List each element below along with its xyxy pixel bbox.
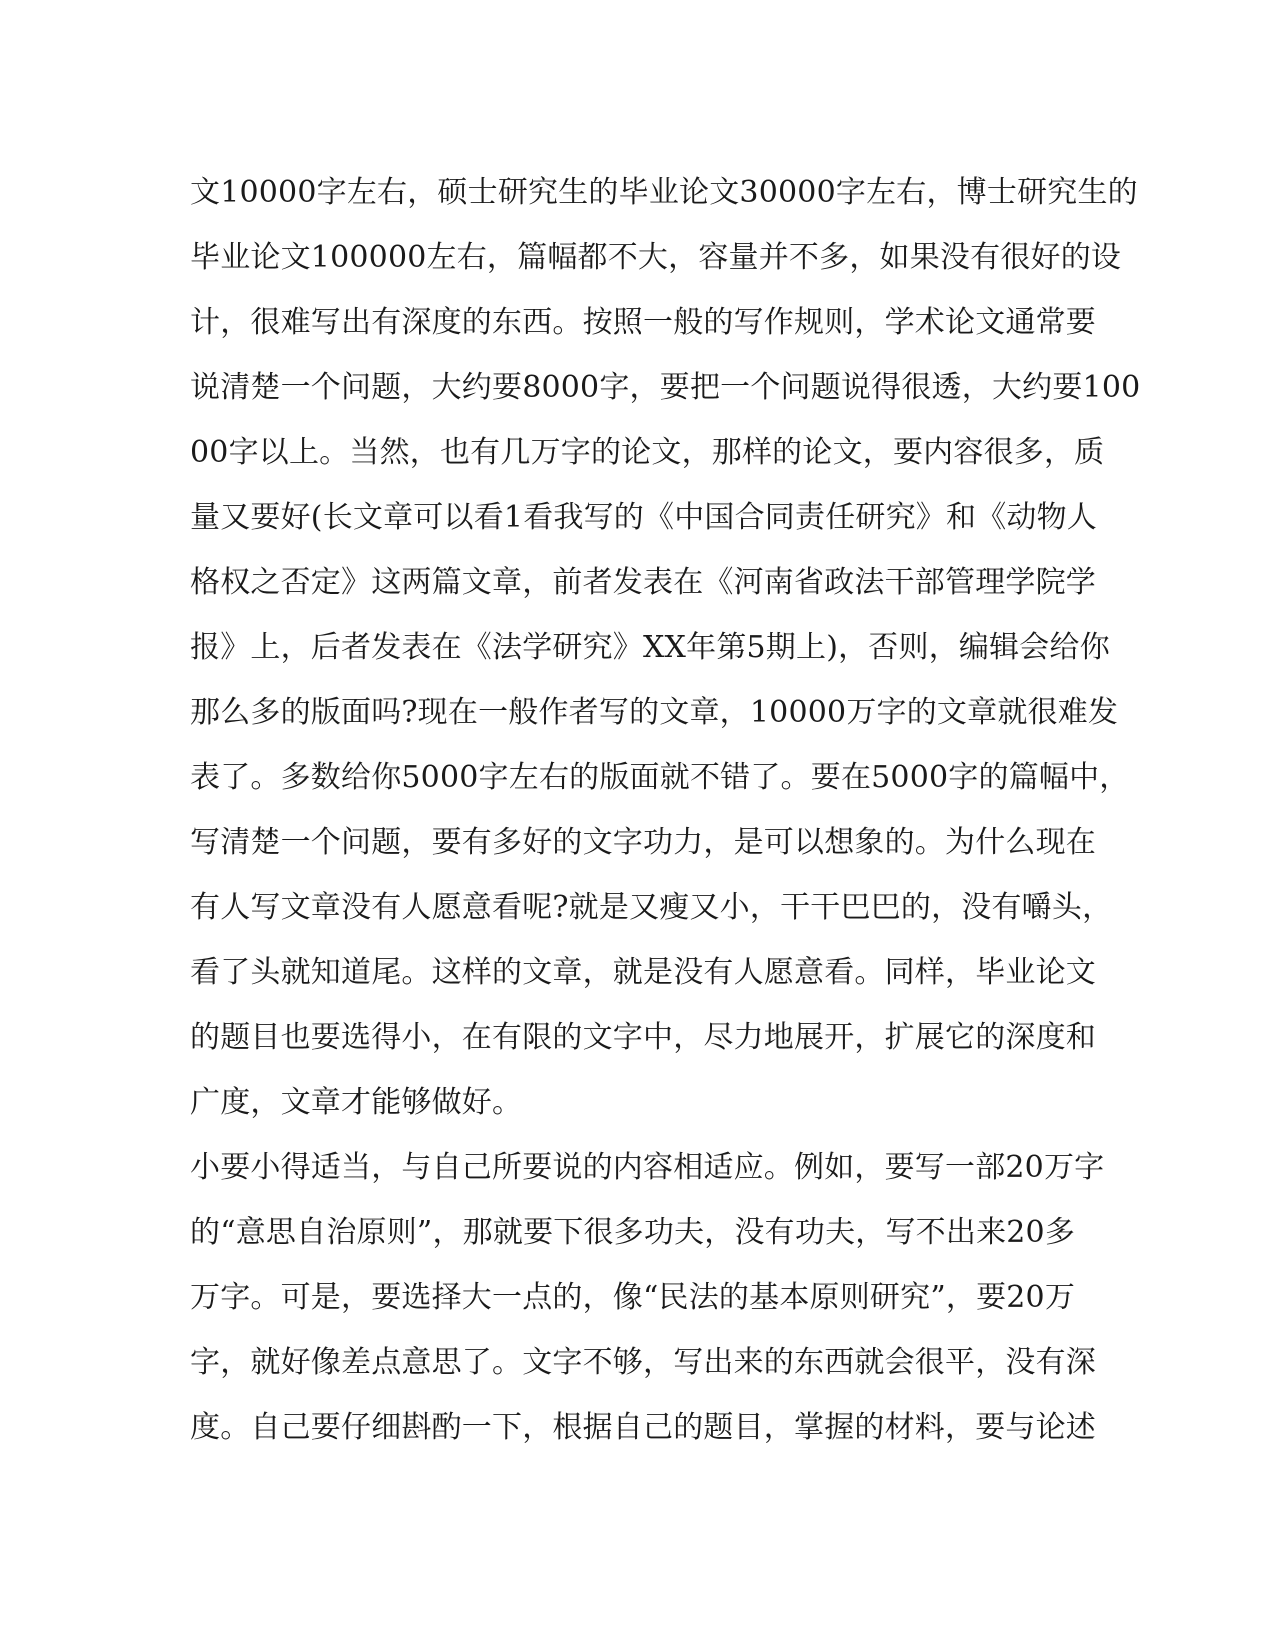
text-line: 的“意思自治原则”，那就要下很多功夫，没有功夫，写不出来20多: [190, 1215, 1076, 1250]
text-line: 字，就好像差点意思了。文字不够，写出来的东西就会很平，没有深: [190, 1345, 1096, 1380]
text-line: 小要小得适当，与自己所要说的内容相适应。例如，要写一部20万字: [190, 1150, 1105, 1185]
text-line: 计，很难写出有深度的东西。按照一般的写作规则，学术论文通常要: [190, 305, 1096, 340]
text-line: 说清楚一个问题，大约要8000字，要把一个问题说得很透，大约要100: [190, 370, 1141, 405]
text-line: 格权之否定》这两篇文章，前者发表在《河南省政法干部管理学院学: [190, 565, 1096, 600]
body-text: [190, 160, 1141, 1460]
text-line: 那么多的版面吗?现在一般作者写的文章，10000万字的文章就很难发: [190, 695, 1119, 730]
text-line: 有人写文章没有人愿意看呢?就是又瘦又小，干干巴巴的，没有嚼头，: [190, 890, 1113, 925]
text-line: 文10000字左右，硕士研究生的毕业论文30000字左右，博士研究生的: [190, 175, 1138, 210]
text-line: 写清楚一个问题，要有多好的文字功力，是可以想象的。为什么现在: [190, 825, 1096, 860]
text-line: 表了。多数给你5000字左右的版面就不错了。要在5000字的篇幅中，: [190, 760, 1130, 795]
text-line: 毕业论文100000左右，篇幅都不大，容量并不多，如果没有很好的设: [190, 240, 1122, 275]
text-line: 的题目也要选得小，在有限的文字中，尽力地展开，扩展它的深度和: [190, 1020, 1096, 1055]
text-line: 广度，文章才能够做好。: [190, 1085, 523, 1120]
text-line: 看了头就知道尾。这样的文章，就是没有人愿意看。同样，毕业论文: [190, 955, 1096, 990]
text-line: 量又要好(长文章可以看1看我写的《中国合同责任研究》和《动物人: [190, 500, 1097, 535]
text-line: 度。自己要仔细斟酌一下，根据自己的题目，掌握的材料，要与论述: [190, 1410, 1096, 1445]
text-line: 报》上，后者发表在《法学研究》XX年第5期上)，否则，编辑会给你: [190, 630, 1110, 665]
text-line: 00字以上。当然，也有几万字的论文，那样的论文，要内容很多，质: [190, 435, 1105, 470]
text-line: 万字。可是，要选择大一点的，像“民法的基本原则研究”，要20万: [190, 1280, 1076, 1315]
